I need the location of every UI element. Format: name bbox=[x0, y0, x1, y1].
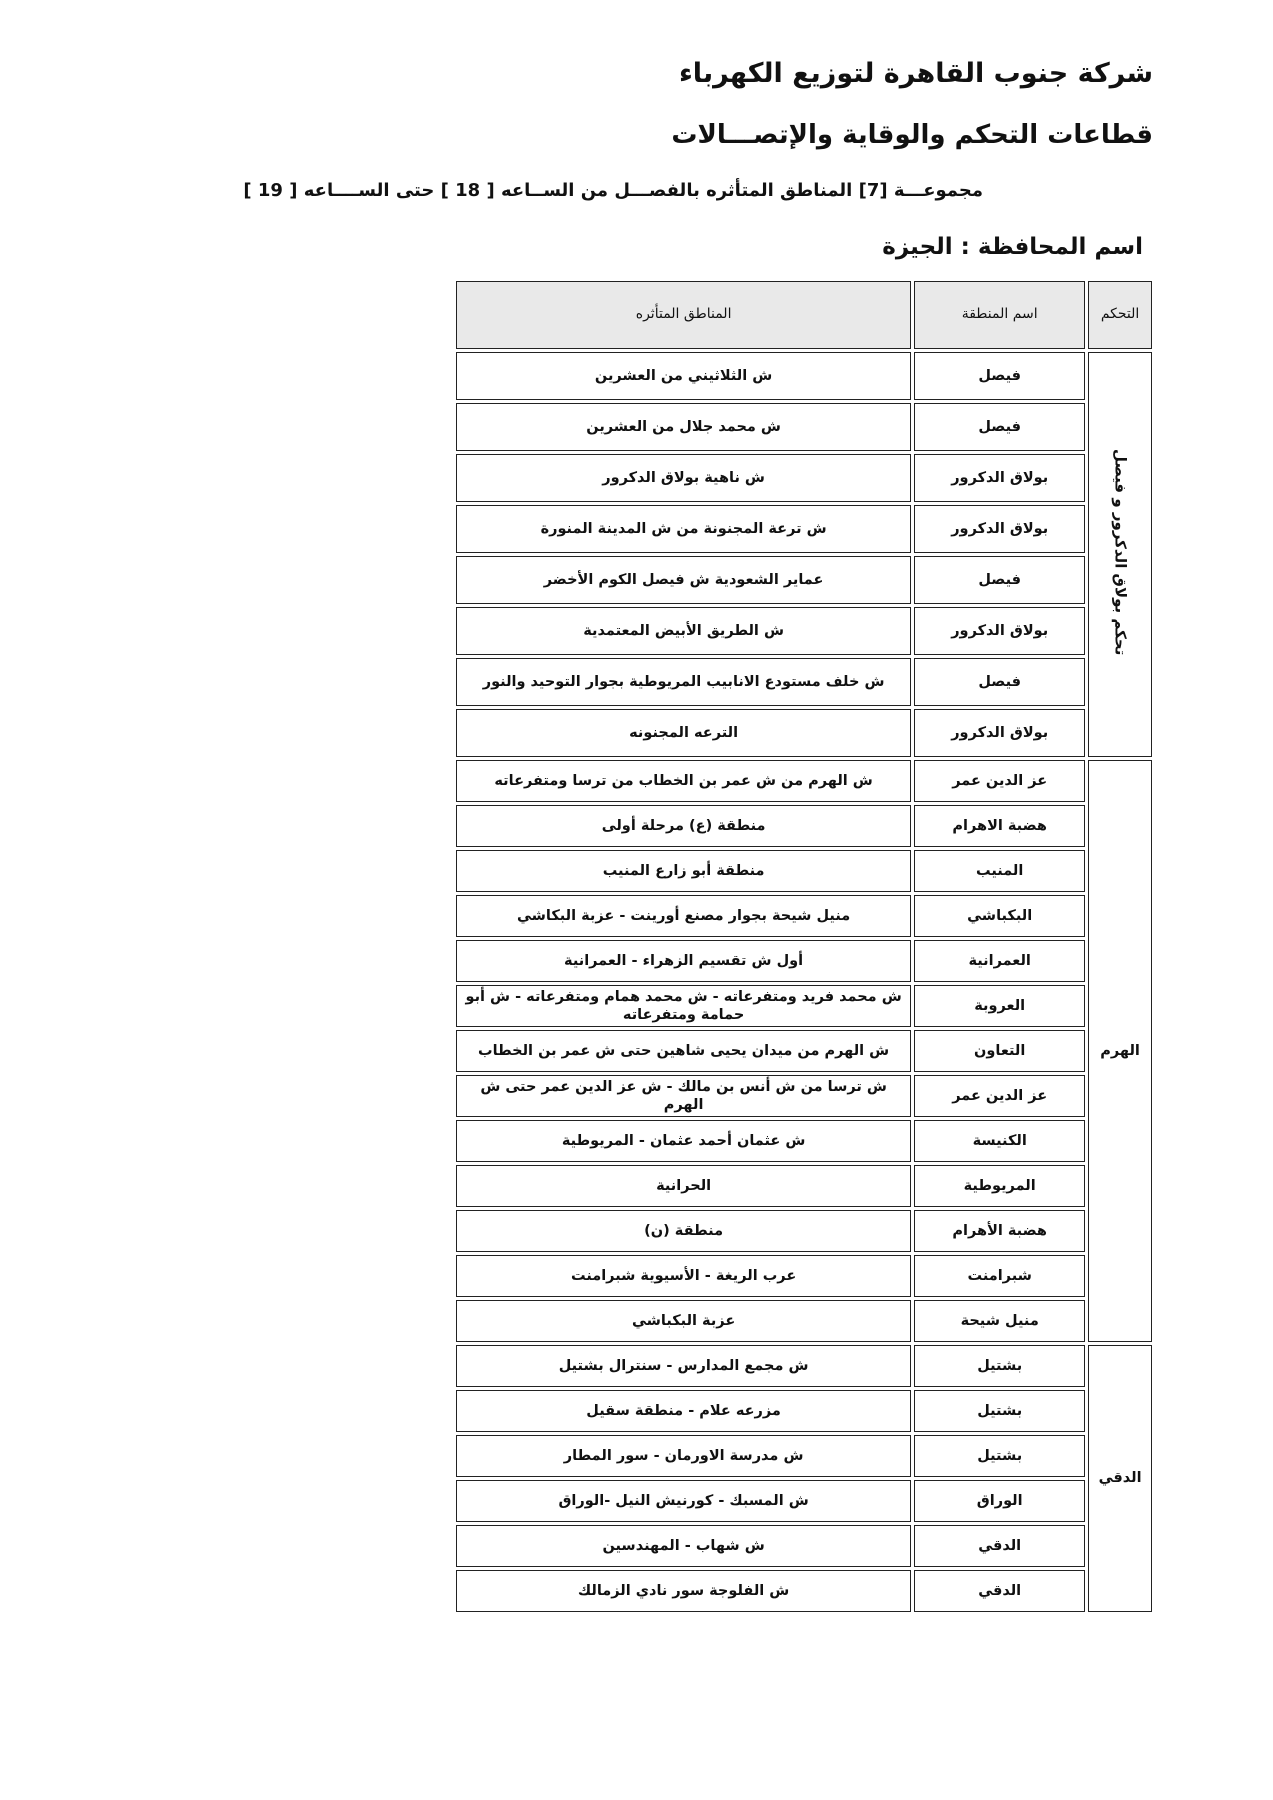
area-name-cell: المنيب bbox=[914, 850, 1085, 892]
area-name-cell: فيصل bbox=[914, 658, 1085, 706]
table-row bbox=[456, 1435, 1152, 1477]
table-row bbox=[456, 403, 1152, 451]
affected-streets-cell: ش مجمع المدارس - سنترال بشتيل bbox=[456, 1345, 911, 1387]
area-name-cell: بولاق الدكرور bbox=[914, 607, 1085, 655]
table-row bbox=[456, 805, 1152, 847]
area-name-cell: عز الدين عمر bbox=[914, 1075, 1085, 1117]
table-row bbox=[456, 1345, 1152, 1387]
area-name-cell: بولاق الدكرور bbox=[914, 709, 1085, 757]
table-row bbox=[456, 1255, 1152, 1297]
table-row bbox=[456, 1165, 1152, 1207]
affected-streets-cell: منطقة (ن) bbox=[456, 1210, 911, 1252]
table-row bbox=[456, 709, 1152, 757]
area-name-cell: الدقي bbox=[914, 1570, 1085, 1612]
affected-streets-cell: منيل شيحة بجوار مصنع أورينت - عزبة البكاشي bbox=[456, 895, 911, 937]
area-name-cell: بشتيل bbox=[914, 1390, 1085, 1432]
area-name-cell: منيل شيحة bbox=[914, 1300, 1085, 1342]
table-row bbox=[456, 1210, 1152, 1252]
table-row bbox=[456, 1390, 1152, 1432]
control-label: تحكم بولاق الدكرور و فيصل bbox=[1111, 448, 1130, 656]
affected-streets-cell: ش الهرم من ميدان يحيى شاهين حتى ش عمر بن الخطاب bbox=[456, 1030, 911, 1072]
affected-streets-cell: ش ترعة المجنونة من ش المدينة المنورة bbox=[456, 505, 911, 553]
table-row bbox=[456, 1030, 1152, 1072]
table-row bbox=[456, 556, 1152, 604]
table-row bbox=[456, 454, 1152, 502]
company-name: شركة جنوب القاهرة لتوزيع الكهرباء bbox=[679, 58, 1153, 89]
table-row bbox=[456, 1120, 1152, 1162]
control-label: الدقي bbox=[1098, 1470, 1142, 1487]
area-name-cell: فيصل bbox=[914, 403, 1085, 451]
affected-streets-cell: مزرعه علام - منطقة سقيل bbox=[456, 1390, 911, 1432]
area-name-cell: بولاق الدكرور bbox=[914, 505, 1085, 553]
affected-streets-cell: ش خلف مستودع الانابيب المريوطية بجوار التوحيد والنور bbox=[456, 658, 911, 706]
governorate-label: اسم المحافظة : الجيزة bbox=[882, 234, 1143, 260]
table-row bbox=[456, 658, 1152, 706]
table-row bbox=[456, 505, 1152, 553]
area-name-cell: بشتيل bbox=[914, 1345, 1085, 1387]
affected-streets-cell: ش ناهية بولاق الدكرور bbox=[456, 454, 911, 502]
table-row bbox=[456, 760, 1152, 802]
control-label: الهرم bbox=[1100, 1042, 1140, 1059]
table-row bbox=[456, 1075, 1152, 1117]
area-name-cell: العمرانية bbox=[914, 940, 1085, 982]
area-name-cell: العروبة bbox=[914, 985, 1085, 1027]
table-row bbox=[456, 895, 1152, 937]
table-row bbox=[456, 1525, 1152, 1567]
affected-streets-cell: منطقة أبو زارع المنيب bbox=[456, 850, 911, 892]
area-name-cell: التعاون bbox=[914, 1030, 1085, 1072]
area-name-cell: بشتيل bbox=[914, 1435, 1085, 1477]
affected-streets-cell: ش الهرم من ش عمر بن الخطاب من ترسا ومتفرعاته bbox=[456, 760, 911, 802]
area-name-cell: الكنيسة bbox=[914, 1120, 1085, 1162]
affected-areas-table bbox=[453, 278, 1155, 1615]
affected-streets-cell: منطقة (ع) مرحلة أولى bbox=[456, 805, 911, 847]
area-name-cell: البكباشي bbox=[914, 895, 1085, 937]
area-name-cell: المريوطية bbox=[914, 1165, 1085, 1207]
table-row bbox=[456, 607, 1152, 655]
header-affected-areas: المناطق المتأثره bbox=[456, 281, 911, 349]
area-name-cell: الدقي bbox=[914, 1525, 1085, 1567]
affected-streets-cell: عماير الشعودية ش فيصل الكوم الأخضر bbox=[456, 556, 911, 604]
table-header-row bbox=[456, 281, 1152, 349]
affected-streets-cell: ش الفلوجة سور نادي الزمالك bbox=[456, 1570, 911, 1612]
affected-streets-cell: ش شهاب - المهندسين bbox=[456, 1525, 911, 1567]
affected-streets-cell: الترعه المجنونه bbox=[456, 709, 911, 757]
table-body bbox=[456, 352, 1152, 1612]
affected-streets-cell: الحرانية bbox=[456, 1165, 911, 1207]
area-name-cell: بولاق الدكرور bbox=[914, 454, 1085, 502]
table-row bbox=[456, 1570, 1152, 1612]
area-name-cell: الوراق bbox=[914, 1480, 1085, 1522]
table-row bbox=[456, 1300, 1152, 1342]
affected-streets-cell: ش الطريق الأبيض المعتمدية bbox=[456, 607, 911, 655]
affected-streets-cell: ش مدرسة الاورمان - سور المطار bbox=[456, 1435, 911, 1477]
affected-streets-cell: ش عثمان أحمد عثمان - المريوطية bbox=[456, 1120, 911, 1162]
affected-streets-cell: ش محمد جلال من العشرين bbox=[456, 403, 911, 451]
table-row bbox=[456, 940, 1152, 982]
table-row bbox=[456, 352, 1152, 400]
control-cell bbox=[1088, 1345, 1152, 1612]
table-row bbox=[456, 850, 1152, 892]
area-name-cell: فيصل bbox=[914, 352, 1085, 400]
header-control: التحكم bbox=[1088, 281, 1152, 349]
area-name-cell: شبرامنت bbox=[914, 1255, 1085, 1297]
area-name-cell: فيصل bbox=[914, 556, 1085, 604]
table-row bbox=[456, 1480, 1152, 1522]
control-cell bbox=[1088, 352, 1152, 757]
affected-streets-cell: عزبة البكباشي bbox=[456, 1300, 911, 1342]
area-name-cell: هضبة الأهرام bbox=[914, 1210, 1085, 1252]
header-area-name: اسم المنطقة bbox=[914, 281, 1085, 349]
control-cell bbox=[1088, 760, 1152, 1342]
affected-streets-cell: ش المسبك - كورنيش النيل -الوراق bbox=[456, 1480, 911, 1522]
area-name-cell: هضبة الاهرام bbox=[914, 805, 1085, 847]
table-row bbox=[456, 985, 1152, 1027]
affected-streets-cell: ش محمد فريد ومتفرعاته - ش محمد همام ومتفرعاته - ش أبو حمامة ومتفرعاته bbox=[456, 985, 911, 1027]
sector-title: قطاعات التحكم والوقاية والإتصـــالات bbox=[671, 120, 1153, 150]
affected-streets-cell: أول ش تقسيم الزهراء - العمرانية bbox=[456, 940, 911, 982]
affected-streets-cell: ش ترسا من ش أنس بن مالك - ش عز الدين عمر حتى ش الهرم bbox=[456, 1075, 911, 1117]
group-schedule-line: مجموعـــة [7] المناطق المتأثره بالفصـــل من الســاعه [ 18 ] حتى الســــاعه [ 19 ] bbox=[243, 180, 983, 201]
affected-streets-cell: ش الثلاثيني من العشرين bbox=[456, 352, 911, 400]
area-name-cell: عز الدين عمر bbox=[914, 760, 1085, 802]
affected-streets-cell: عرب الريغة - الأسيوية شبرامنت bbox=[456, 1255, 911, 1297]
